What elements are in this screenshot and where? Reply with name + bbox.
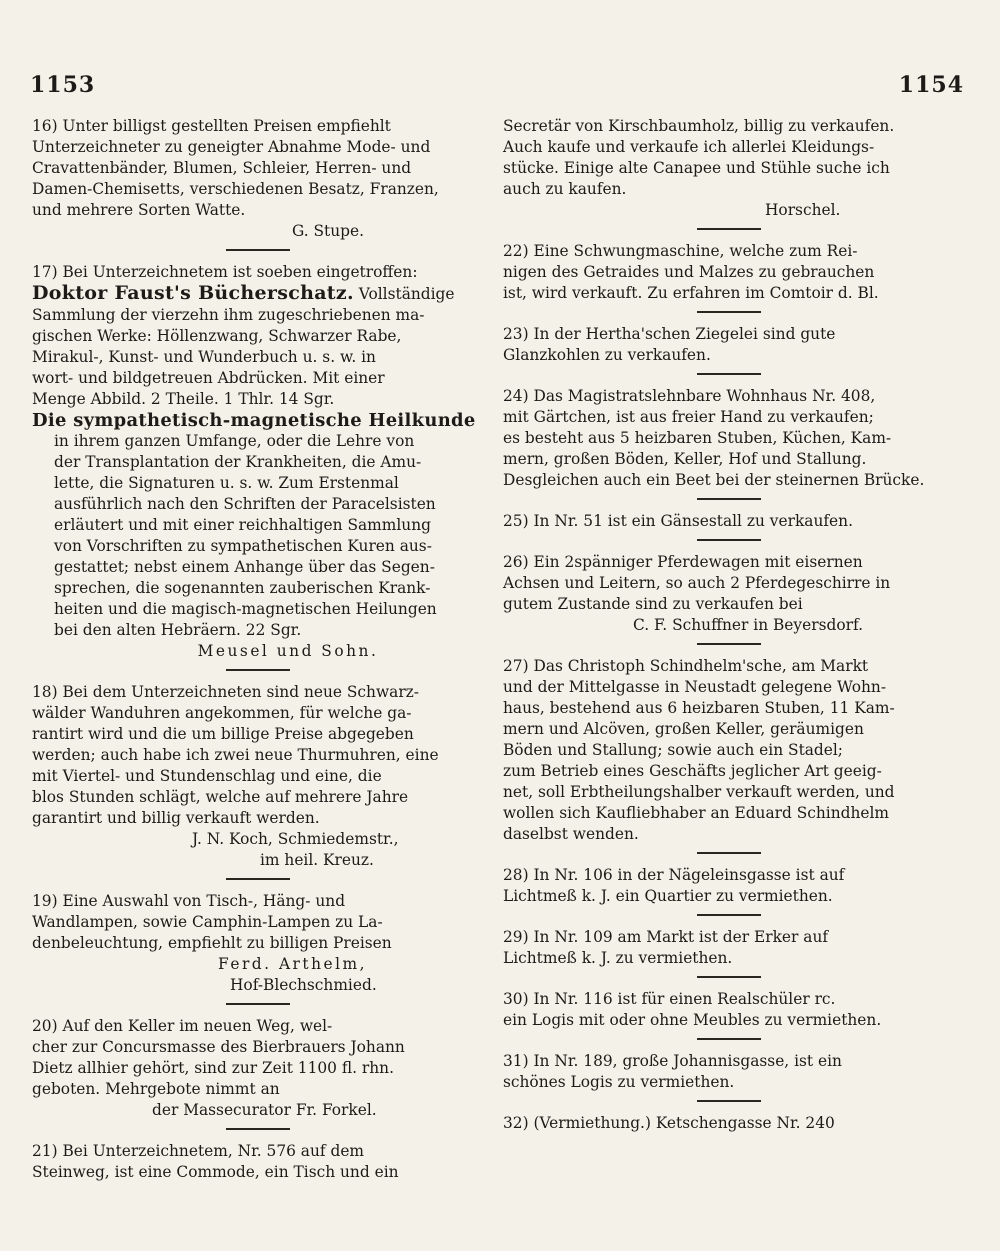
divider-rule — [697, 539, 761, 541]
divider-rule — [226, 249, 290, 251]
ad-line: garantirt und billig verkauft werden. — [32, 809, 320, 827]
divider-rule — [226, 669, 290, 671]
advertisement-23 — [503, 324, 955, 366]
ad-line: Steinweg, ist eine Commode, ein Tisch und ein — [32, 1163, 399, 1181]
ad-line: Glanzkohlen zu verkaufen. — [503, 346, 711, 364]
ad-line: gestattet; nebst einem Anhange über das Segen- — [54, 558, 435, 576]
ad-line: Cravattenbänder, Blumen, Schleier, Herren- und — [32, 159, 412, 177]
ad-line: 27) Das Christoph Schindhelm'sche, am Markt — [503, 657, 869, 675]
divider-rule — [697, 1100, 761, 1102]
divider-rule — [226, 1128, 290, 1130]
ad-line: wollen sich Kaufliebhaber an Eduard Schindhelm — [503, 804, 890, 822]
ad-signature-title: Hof-Blechschmied. — [230, 976, 377, 994]
ad-line: denbeleuchtung, empfiehlt zu billigen Preisen — [32, 934, 392, 952]
ad-line: Sammlung der vierzehn ihm zugeschriebenen ma- — [32, 306, 425, 324]
ad-line: 31) In Nr. 189, große Johannisgasse, ist ein — [503, 1052, 842, 1070]
ad-line: heiten und die magisch-magnetischen Heilungen — [54, 600, 437, 618]
ad-line: geboten. Mehrgebote nimmt an — [32, 1080, 280, 1098]
ad-signature: J. N. Koch, Schmiedemstr., — [192, 830, 399, 848]
ad-line: Böden und Stallung; sowie auch ein Stadel; — [503, 741, 843, 759]
ad-signature: C. F. Schuffner in Beyersdorf. — [633, 616, 863, 634]
ad-line: wort- und bildgetreuen Abdrücken. Mit einer — [32, 369, 385, 387]
divider-rule — [697, 643, 761, 645]
advertisement-18 — [32, 682, 484, 871]
divider-rule — [697, 852, 761, 854]
right-column — [503, 116, 955, 1134]
ad-line: 21) Bei Unterzeichnetem, Nr. 576 auf dem — [32, 1142, 365, 1160]
ad-signature: Horschel. — [765, 201, 841, 219]
advertisement-17 — [32, 262, 484, 662]
divider-rule — [697, 914, 761, 916]
ad-line: Lichtmeß k. J. ein Quartier zu vermiethen. — [503, 887, 833, 905]
divider-rule — [697, 228, 761, 230]
ad-line: ist, wird verkauft. Zu erfahren im Comtoir d. Bl. — [503, 284, 879, 302]
ad-line: lette, die Signaturen u. s. w. Zum Erstenmal — [54, 474, 399, 492]
ad-line: es besteht aus 5 heizbaren Stuben, Küchen, Kam- — [503, 429, 892, 447]
ad-line: Lichtmeß k. J. zu vermiethen. — [503, 949, 733, 967]
page-number-right: 1154 — [898, 72, 964, 98]
ad-line: stücke. Einige alte Canapee und Stühle suche ich — [503, 159, 890, 177]
ad-line: und mehrere Sorten Watte. — [32, 201, 246, 219]
ad-line: ausführlich nach den Schriften der Paracelsisten — [54, 495, 436, 513]
divider-rule — [697, 976, 761, 978]
ad-line: gischen Werke: Höllenzwang, Schwarzer Rabe, — [32, 327, 402, 345]
ad-line: 30) In Nr. 116 ist für einen Realschüler rc. — [503, 990, 836, 1008]
ad-signature: Ferd. Arthelm, — [218, 955, 368, 973]
ad-line: mern, großen Böden, Keller, Hof und Stallung. — [503, 450, 867, 468]
ad-line: gutem Zustande sind zu verkaufen bei — [503, 595, 803, 613]
ad-signature: Meusel und Sohn. — [197, 642, 379, 660]
ad-line: net, soll Erbtheilungshalber verkauft werden, und — [503, 783, 895, 801]
advertisement-21-continued — [503, 116, 955, 221]
ad-line: bei den alten Hebräern. 22 Sgr. — [54, 621, 302, 639]
ad-line: 22) Eine Schwungmaschine, welche zum Rei- — [503, 242, 858, 260]
ad-line: zum Betrieb eines Geschäfts jeglicher Art geeig- — [503, 762, 882, 780]
ad-line: 29) In Nr. 109 am Markt ist der Erker auf — [503, 928, 829, 946]
ad-line: 32) (Vermiethung.) Ketschengasse Nr. 240 — [503, 1114, 835, 1132]
advertisement-32 — [503, 1113, 955, 1134]
ad-line: wälder Wanduhren angekommen, für welche ga- — [32, 704, 412, 722]
ad-line: 23) In der Hertha'schen Ziegelei sind gute — [503, 325, 836, 343]
left-column — [32, 116, 484, 1183]
advertisement-16 — [32, 116, 484, 242]
advertisement-26 — [503, 552, 955, 636]
advertisement-25 — [503, 511, 955, 532]
ad-line: erläutert und mit einer reichhaltigen Sammlung — [54, 516, 431, 534]
ad-line: Damen-Chemisetts, verschiedenen Besatz, Franzen, — [32, 180, 439, 198]
ad-line: Achsen und Leitern, so auch 2 Pferdegeschirre in — [503, 574, 891, 592]
advertisement-19 — [32, 891, 484, 996]
ad-line: mit Gärtchen, ist aus freier Hand zu verkaufen; — [503, 408, 874, 426]
ad-line: 24) Das Magistratslehnbare Wohnhaus Nr. 408, — [503, 387, 876, 405]
advertisement-28 — [503, 865, 955, 907]
ad-line: mern und Alcöven, großen Keller, geräumigen — [503, 720, 864, 738]
divider-rule — [226, 1003, 290, 1005]
ad-line: Unterzeichneter zu geneigter Abnahme Mode- und — [32, 138, 431, 156]
ad-line: nigen des Getraides und Malzes zu gebrauchen — [503, 263, 875, 281]
advertisement-30 — [503, 989, 955, 1031]
ad-line: Secretär von Kirschbaumholz, billig zu verkaufen. — [503, 117, 895, 135]
ad-line: daselbst wenden. — [503, 825, 639, 843]
divider-rule — [226, 878, 290, 880]
ad-line: schönes Logis zu vermiethen. — [503, 1073, 735, 1091]
ad-line: Dietz allhier gehört, sind zur Zeit 1100 fl. rhn. — [32, 1059, 394, 1077]
ad-line: von Vorschriften zu sympathetischen Kuren aus- — [54, 537, 432, 555]
ad-line: cher zur Concursmasse des Bierbrauers Johann — [32, 1038, 405, 1056]
page-number-left: 1153 — [30, 72, 96, 98]
ad-line: haus, bestehend aus 6 heizbaren Stuben, 11 Kam- — [503, 699, 895, 717]
advertisement-24 — [503, 386, 955, 491]
ad-line: 17) Bei Unterzeichnetem ist soeben eingetroffen: — [32, 263, 418, 281]
ad-line: blos Stunden schlägt, welche auf mehrere Jahre — [32, 788, 409, 806]
ad-line: sprechen, die sogenannten zauberischen Krank- — [54, 579, 431, 597]
ad-line: 16) Unter billigst gestellten Preisen empfiehlt — [32, 117, 391, 135]
ad-line: und der Mittelgasse in Neustadt gelegene Wohn- — [503, 678, 887, 696]
ad-line: 19) Eine Auswahl von Tisch-, Häng- und — [32, 892, 346, 910]
ad-line: 26) Ein 2spänniger Pferdewagen mit eisernen — [503, 553, 863, 571]
ad-line: der Transplantation der Krankheiten, die Amu- — [54, 453, 422, 471]
ad-line: mit Viertel- und Stundenschlag und eine, die — [32, 767, 382, 785]
divider-rule — [697, 373, 761, 375]
ad-line: werden; auch habe ich zwei neue Thurmuhren, eine — [32, 746, 439, 764]
advertisement-31 — [503, 1051, 955, 1093]
ad-line — [32, 283, 484, 305]
divider-rule — [697, 1038, 761, 1040]
ad-signature: der Massecurator Fr. Forkel. — [152, 1101, 377, 1119]
ad-line: 28) In Nr. 106 in der Nägeleinsgasse ist auf — [503, 866, 845, 884]
ad-signature: G. Stupe. — [291, 222, 365, 240]
book-title-heilkunde: Die sympathetisch-magnetische Heilkunde — [32, 410, 476, 431]
divider-rule — [697, 498, 761, 500]
ad-line: Desgleichen auch ein Beet bei der steinernen Brücke. — [503, 471, 925, 489]
ad-line: Mirakul-, Kunst- und Wunderbuch u. s. w. in — [32, 348, 376, 366]
ad-line: Wandlampen, sowie Camphin-Lampen zu La- — [32, 913, 383, 931]
ad-line: 20) Auf den Keller im neuen Weg, wel- — [32, 1017, 333, 1035]
ad-line: rantirt wird und die um billige Preise abgegeben — [32, 725, 414, 743]
ad-line: ein Logis mit oder ohne Meubles zu vermiethen. — [503, 1011, 882, 1029]
ad-line: Auch kaufe und verkaufe ich allerlei Kleidungs- — [503, 138, 875, 156]
ad-line: 25) In Nr. 51 ist ein Gänsestall zu verkaufen. — [503, 512, 853, 530]
advertisement-21 — [32, 1141, 484, 1183]
ad-line: auch zu kaufen. — [503, 180, 627, 198]
ad-line: 18) Bei dem Unterzeichneten sind neue Schwarz- — [32, 683, 419, 701]
advertisement-27 — [503, 656, 955, 845]
ad-line: in ihrem ganzen Umfange, oder die Lehre von — [54, 432, 415, 450]
advertisement-20 — [32, 1016, 484, 1121]
ad-signature-address: im heil. Kreuz. — [260, 851, 374, 869]
divider-rule — [697, 311, 761, 313]
book-title-faust: Doktor Faust's Bücherschatz. — [32, 282, 354, 304]
advertisement-29 — [503, 927, 955, 969]
ad-text: Vollständige — [358, 285, 455, 303]
advertisement-22 — [503, 241, 955, 304]
ad-line: Menge Abbild. 2 Theile. 1 Thlr. 14 Sgr. — [32, 390, 335, 408]
